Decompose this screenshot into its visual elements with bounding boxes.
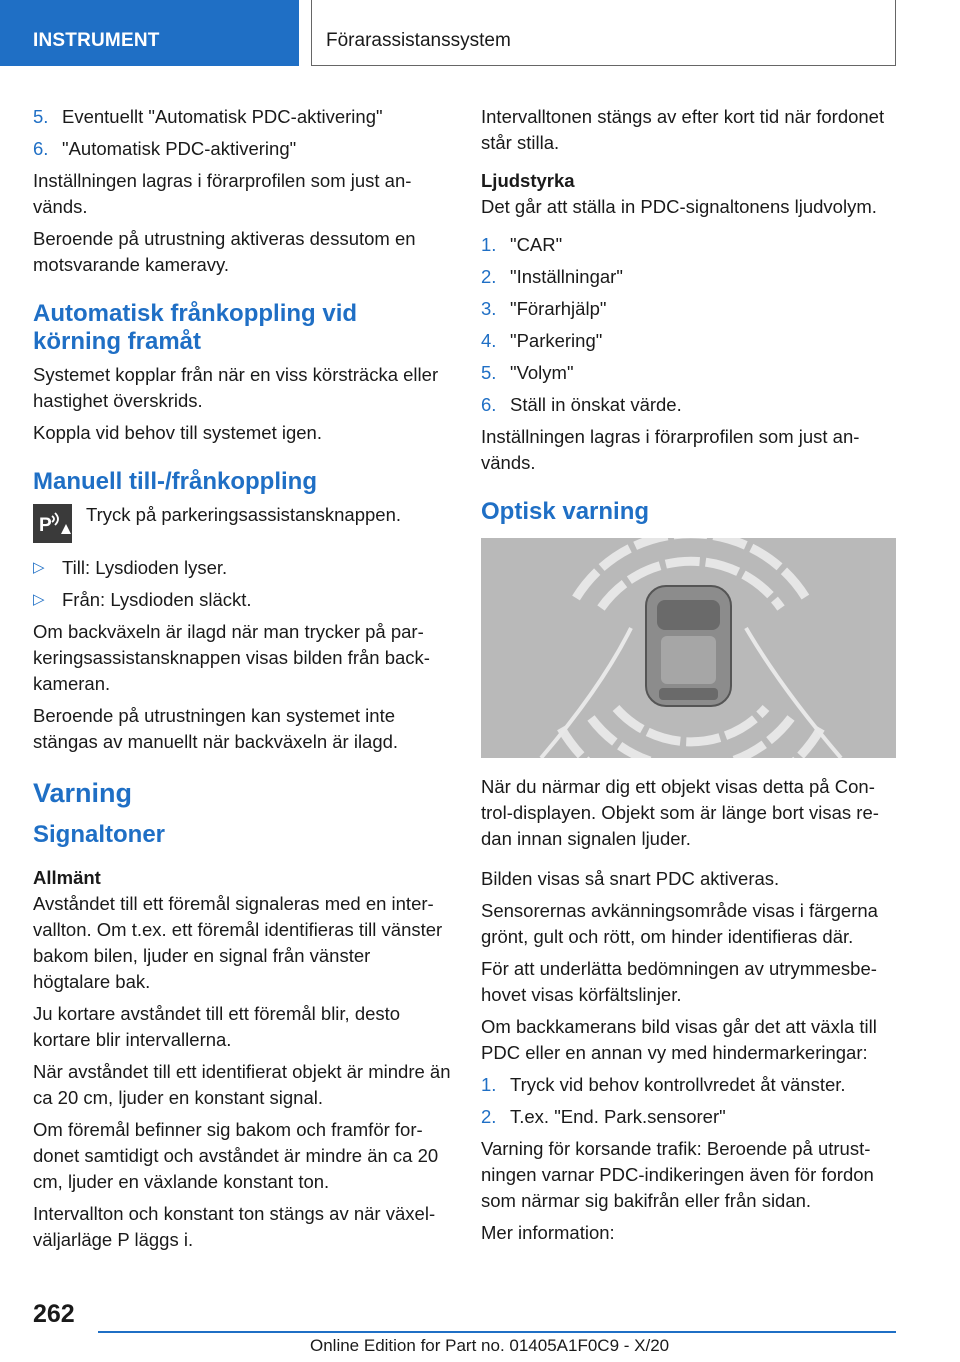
list-text: "Förarhjälp" [510,298,607,319]
heading-automatic-disconnect: Automatisk frånkoppling vid körning framåt [33,300,358,355]
list-text: Ställ in önskat värde. [510,394,682,415]
page-header [0,0,960,66]
list-number: 3. [481,298,497,319]
list-text: "CAR" [510,234,563,255]
topic-tab: Förarassistanssystem [311,0,896,66]
button-instruction [33,502,451,543]
paragraph: Inställningen lagras i förarprofilen som just används. [481,426,860,473]
left-column [33,104,451,1259]
list-item [33,136,451,162]
list-number: 2. [481,266,497,287]
list-item [481,264,896,290]
list-text: Eventuellt "Automatisk PDC-aktivering" [62,106,383,127]
heading-warning: Varning [33,778,133,808]
paragraph: Mer information: [481,1222,615,1243]
list-text: Tryck vid behov kontrollvredet åt vänster. [510,1074,846,1095]
list-item [481,1104,896,1130]
paragraph: Om backkamerans bild visas går det att växla till PDC eller en annan vy med hindermarkeringar: [481,1016,877,1063]
heading-general: Allmänt [33,867,101,888]
bullet-text: Från: Lysdioden släckt. [62,589,252,610]
pdc-display-illustration [481,538,896,758]
list-item [481,328,896,354]
list-number: 2. [481,1106,497,1127]
paragraph: Ju kortare avståndet till ett föremål blir, desto kortare blir intervallerna. [33,1003,401,1050]
edition-note: Online Edition for Part no. 01405A1F0C9 - X/20 [310,1336,670,1355]
bullet-item [33,555,451,581]
bullet-text: Till: Lysdioden lyser. [62,557,228,578]
list-number: 5. [33,106,49,127]
paragraph: Systemet kopplar från när en viss körsträcka eller hastighet överskrids. [33,364,439,411]
triangle-bullet-icon: ▷ [33,559,45,576]
paragraph: Intervallton och konstant ton stängs av när växelväljarläge P läggs i. [33,1203,436,1250]
list-text: "Volym" [510,362,574,383]
list-item [33,104,451,130]
list-text: "Inställningar" [510,266,623,287]
paragraph: Om backväxeln är ilagd när man trycker på parkeringsassistansknappen visas bilden från backkameran. [33,621,430,694]
heading-volume: Ljudstyrka [481,170,575,191]
footer-divider [98,1331,896,1333]
triangle-bullet-icon: ▷ [33,591,45,608]
svg-text:P: P [39,515,52,536]
heading-manual-toggle: Manuell till-/frånkoppling [33,468,317,495]
list-item [481,360,896,386]
paragraph: För att underlätta bedömningen av utrymmesbehovet visas körfältslinjer. [481,958,877,1005]
list-text: "Parkering" [510,330,603,351]
paragraph: Tryck på parkeringsassistansknappen. [86,504,401,525]
paragraph: Om föremål befinner sig bakom och framför fordonet samtidigt och avståndet är mindre än ca 20 cm, ljuder en växlande konstant ton. [33,1119,439,1192]
paragraph: Beroende på utrustningen kan systemet inte stängas av manuellt när backväxeln är ilagd. [33,705,399,752]
paragraph: Koppla vid behov till systemet igen. [33,422,322,443]
list-number: 6. [33,138,49,159]
paragraph: Sensorernas avkänningsområde visas i färgerna grönt, gult och rött, om hinder identifieras där. [481,900,878,947]
list-text: "Automatisk PDC-aktivering" [62,138,297,159]
paragraph: Det går att ställa in PDC-signaltonens ljudvolym. [481,196,877,217]
paragraph: Beroende på utrustning aktiveras dessutom en motsvarande kameravy. [33,228,416,275]
list-item [481,392,896,418]
paragraph: Avståndet till ett föremål signaleras med en intervallton. Om t.ex. ett föremål identifieras till vänster bakom bilen, ljuder en signal från vänster högtalare bak. [33,893,443,992]
paragraph: När avståndet till ett identifierat objekt är mindre än ca 20 cm, ljuder en konstant signal. [33,1061,451,1108]
list-number: 1. [481,234,497,255]
list-item [481,296,896,322]
parking-assist-button-icon [33,504,72,543]
heading-signal-tones: Signaltoner [33,821,166,848]
list-number: 4. [481,330,497,351]
paragraph: Bilden visas så snart PDC aktiveras. [481,868,780,889]
section-tab: INSTRUMENT [0,0,299,66]
paragraph: Varning för korsande trafik: Beroende på utrustningen varnar PDC-indikeringen även för fordon som närmar sig bakifrån eller från sidan. [481,1138,874,1211]
page-number: 262 [33,1300,75,1328]
paragraph: Intervalltonen stängs av efter kort tid när fordonet står stilla. [481,106,885,153]
paragraph: Inställningen lagras i förarprofilen som just används. [33,170,412,217]
list-number: 5. [481,362,497,383]
list-number: 6. [481,394,497,415]
list-item [481,1072,896,1098]
list-number: 1. [481,1074,497,1095]
list-item [481,232,896,258]
heading-optical-warning: Optisk varning [481,498,650,525]
list-text: T.ex. "End. Park.sensorer" [510,1106,726,1127]
right-column [481,104,896,1252]
paragraph: När du närmar dig ett objekt visas detta på Control-displayen. Objekt som är länge bort visas redan innan signalen ljuder. [481,776,879,849]
bullet-item [33,587,451,613]
